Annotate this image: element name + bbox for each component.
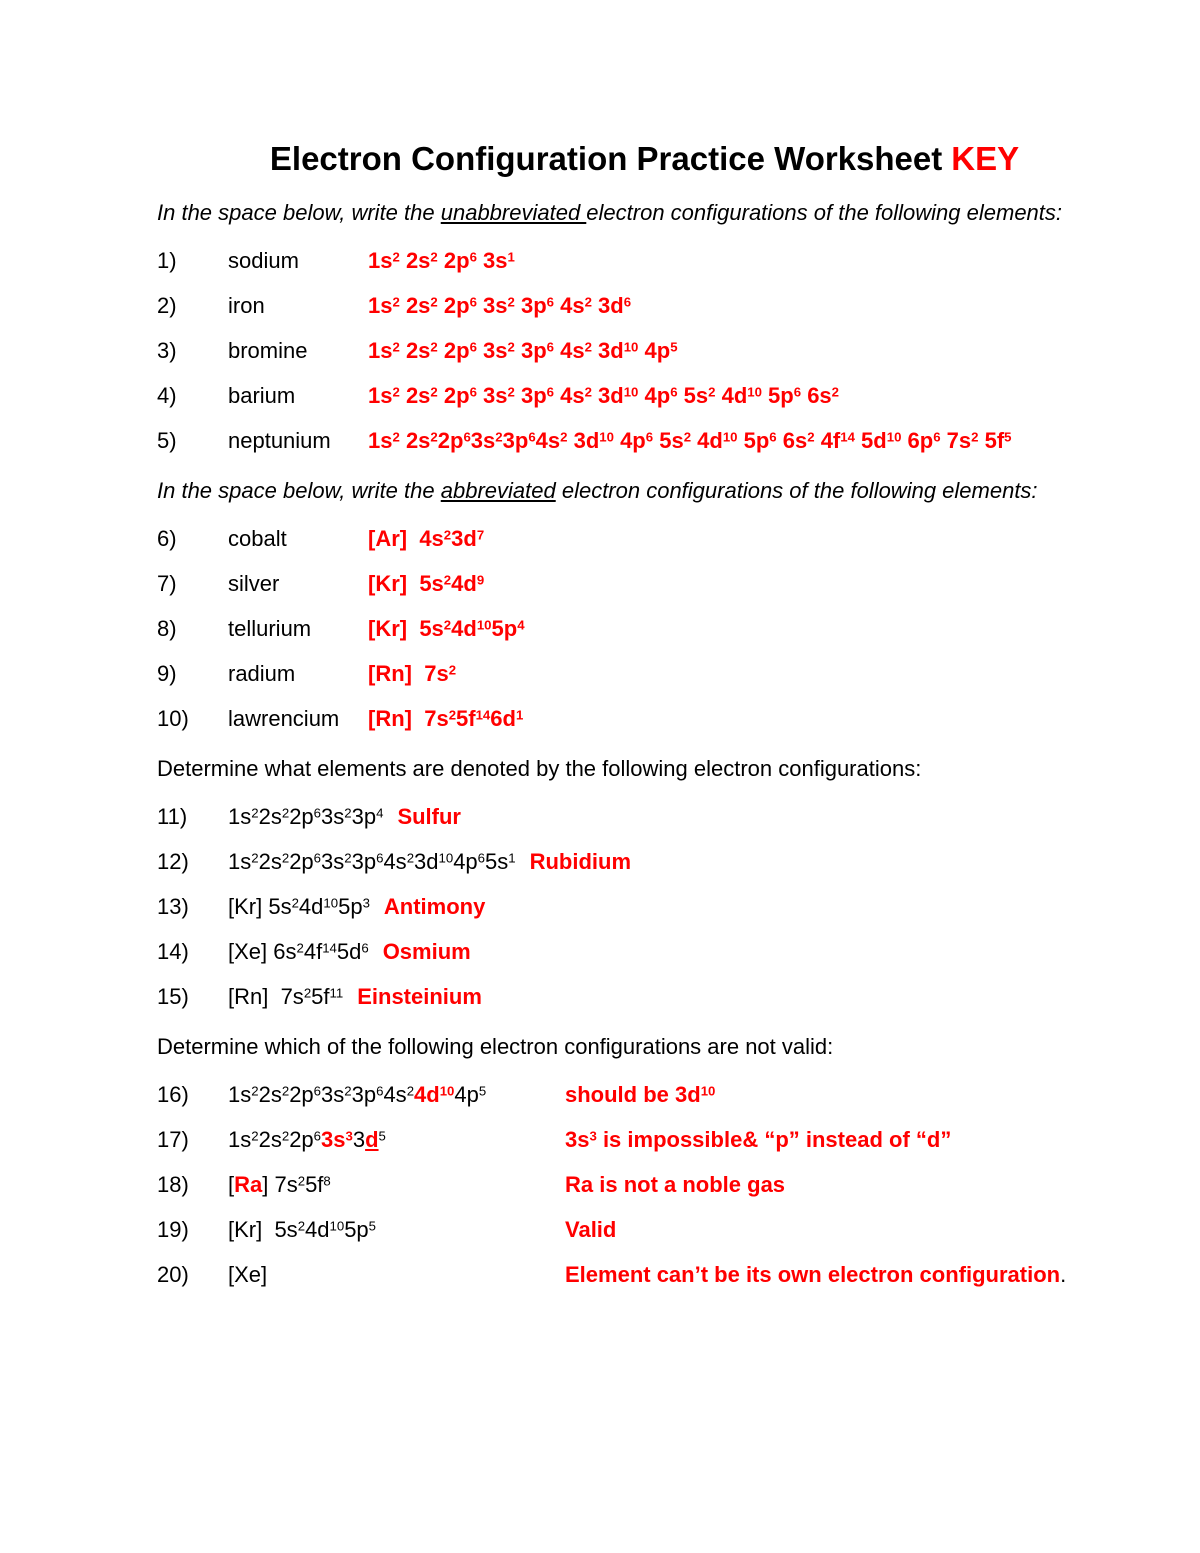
item-3-row: [157, 338, 1132, 364]
item-6-element-name: cobalt: [228, 526, 287, 551]
item-11-answer: Sulfur: [397, 804, 461, 829]
item-4-number: 4): [157, 383, 177, 408]
item-5-number: 5): [157, 428, 177, 453]
item-8-element-name: tellurium: [228, 616, 312, 641]
item-12-electron-configuration: $1s^22s^22p^63s^23p^64s^23d^{10}4p^65s^1$: [228, 849, 516, 874]
item-13-electron-configuration: [Kr] $5s^24d^{10}5p^3$: [228, 894, 370, 919]
item-9-electron-configuration: [Rn] $7s^2$: [368, 661, 457, 686]
item-15-answer: Einsteinium: [357, 984, 482, 1009]
section-identify-elements: [157, 756, 1132, 1010]
section-not-valid-instructions: Determine which of the following electron configurations are not valid:: [157, 1034, 834, 1059]
item-13-row: [157, 894, 1132, 920]
item-16-row: [157, 1082, 1132, 1108]
item-11-electron-configuration: $1s^22s^22p^63s^23p^4$: [228, 804, 384, 829]
item-20-electron-configuration: [Xe]: [228, 1262, 268, 1287]
item-18-number: 18): [157, 1172, 189, 1197]
item-2-row: [157, 293, 1132, 319]
item-11-number: 11): [157, 804, 188, 829]
section-unabbreviated: [157, 200, 1132, 454]
item-7-electron-configuration: [Kr] $5s^24d^9$: [368, 571, 485, 596]
item-9-number: 9): [157, 661, 177, 686]
item-2-element-name: iron: [228, 293, 265, 318]
item-2-number: 2): [157, 293, 177, 318]
page-title: [157, 140, 1132, 178]
item-8-electron-configuration: [Kr] $5s^24d^{10}5p^4$: [368, 616, 525, 641]
item-19-row: [157, 1217, 1132, 1243]
item-11-row: [157, 804, 1132, 830]
item-8-number: 8): [157, 616, 177, 641]
section-identify-instructions: Determine what elements are denoted by the following electron configurations:: [157, 756, 922, 781]
item-9-row: [157, 661, 1132, 687]
item-17-row: [157, 1127, 1132, 1153]
item-20-row: [157, 1262, 1132, 1288]
item-7-number: 7): [157, 571, 177, 596]
item-10-row: [157, 706, 1132, 732]
item-6-number: 6): [157, 526, 177, 551]
item-1-number: 1): [157, 248, 177, 273]
item-17-electron-configuration: $1s^22s^22p^63s^33d^5$: [228, 1127, 386, 1152]
item-2-electron-configuration: $1s^2$ $2s^2$ $2p^6$ $3s^2$ $3p^6$ $4s^2$ $3d^6$: [368, 293, 632, 318]
item-13-answer: Antimony: [383, 894, 486, 919]
item-15-row: [157, 984, 1132, 1010]
item-1-electron-configuration: $1s^2$ $2s^2$ $2p^6$ $3s^1$: [368, 248, 515, 273]
item-14-number: 14): [157, 939, 189, 964]
item-10-element-name: lawrencium: [228, 706, 340, 731]
item-6-electron-configuration: [Ar] $4s^23d^7$: [368, 526, 485, 551]
section-unabbreviated-instructions: In the space below, write the unabbreviated electron configurations of the following elements:: [157, 200, 1063, 225]
item-6-row: [157, 526, 1132, 552]
item-5-row: [157, 428, 1132, 454]
item-5-electron-configuration: $1s^2$ $2s^22p^63s^23p^64s^2$ $3d^{10}$ $4p^6$ $5s^2$ $4d^{10}$ $5p^6$ $6s^2$ $4f^{14}$ $5d^{10}$ $6p^6$ $7s^2$ $5f^5$: [368, 428, 1012, 453]
item-10-electron-configuration: [Rn] $7s^25f^{14}6d^1$: [368, 706, 524, 731]
item-19-electron-configuration: [Kr] $5s^24d^{10}5p^5$: [228, 1217, 377, 1242]
item-9-element-name: radium: [228, 661, 296, 686]
item-12-row: [157, 849, 1132, 875]
item-3-number: 3): [157, 338, 177, 363]
item-18-electron-configuration: [Ra] $7s^25f^8$: [228, 1172, 331, 1197]
section-abbreviated: [157, 478, 1132, 732]
item-14-electron-configuration: [Xe] $6s^24f^{14}5d^6$: [228, 939, 369, 964]
item-8-row: [157, 616, 1132, 642]
item-12-number: 12): [157, 849, 189, 874]
item-10-number: 10): [157, 706, 189, 731]
item-7-element-name: silver: [228, 571, 280, 596]
item-13-number: 13): [157, 894, 189, 919]
item-7-row: [157, 571, 1132, 597]
item-20-answer: Element can’t be its own electron configuration.: [565, 1262, 1067, 1287]
item-16-number: 16): [157, 1082, 189, 1107]
item-18-row: [157, 1172, 1132, 1198]
item-3-element-name: bromine: [228, 338, 308, 363]
page-title-key: KEY: [951, 140, 1020, 177]
worksheet-content: [157, 140, 1132, 1307]
item-15-number: 15): [157, 984, 189, 1009]
section-not-valid: [157, 1034, 1132, 1288]
item-20-number: 20): [157, 1262, 189, 1287]
item-18-answer: Ra is not a noble gas: [565, 1172, 786, 1197]
item-4-element-name: barium: [228, 383, 296, 408]
item-17-answer: $3s^3$ is impossible& “p” instead of “d”: [565, 1127, 952, 1152]
item-12-answer: Rubidium: [529, 849, 632, 874]
item-3-electron-configuration: $1s^2$ $2s^2$ $2p^6$ $3s^2$ $3p^6$ $4s^2$ $3d^{10}$ $4p^5$: [368, 338, 678, 363]
item-14-answer: Osmium: [382, 939, 471, 964]
item-19-answer: Valid: [565, 1217, 617, 1242]
item-14-row: [157, 939, 1132, 965]
item-5-element-name: neptunium: [228, 428, 331, 453]
item-15-electron-configuration: [Rn] $7s^25f^{11}$: [228, 984, 344, 1009]
item-17-number: 17): [157, 1127, 189, 1152]
section-abbreviated-instructions: In the space below, write the abbreviated electron configurations of the following elements:: [157, 478, 1038, 503]
page-title-text: Electron Configuration Practice Worksheet: [269, 140, 943, 177]
item-4-electron-configuration: $1s^2$ $2s^2$ $2p^6$ $3s^2$ $3p^6$ $4s^2$ $3d^{10}$ $4p^6$ $5s^2$ $4d^{10}$ $5p^6$ $6s^2$: [368, 383, 840, 408]
item-1-row: [157, 248, 1132, 274]
item-1-element-name: sodium: [228, 248, 299, 273]
item-19-number: 19): [157, 1217, 189, 1242]
item-16-electron-configuration: $1s^22s^22p^63s^23p^64s^24d^{10}4p^5$: [228, 1082, 487, 1107]
item-16-answer: should be $3d^{10}$: [565, 1082, 716, 1107]
item-4-row: [157, 383, 1132, 409]
